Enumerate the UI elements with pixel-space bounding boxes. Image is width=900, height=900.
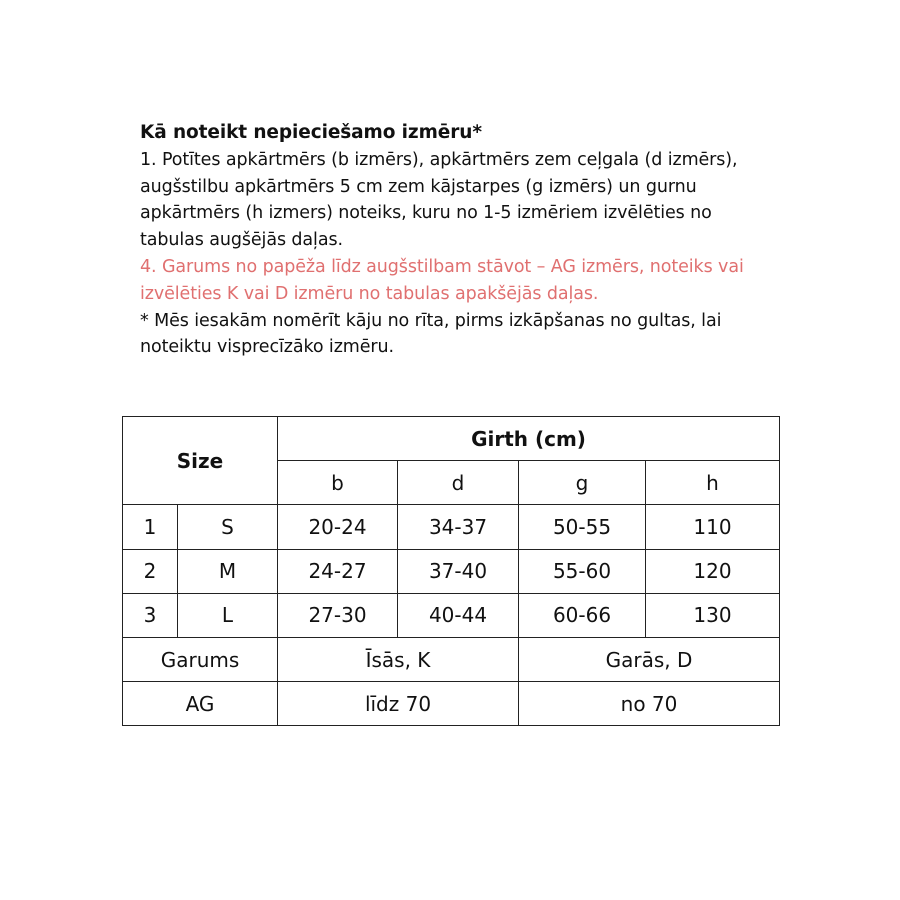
length-row	[123, 637, 780, 681]
girth-header: Girth (cm)	[278, 417, 780, 461]
cell-d: 40-44	[398, 593, 519, 637]
ag-row	[123, 682, 780, 726]
size-header: Size	[123, 417, 278, 505]
column-header-d: d	[398, 461, 519, 505]
column-header-b: b	[278, 461, 398, 505]
cell-h: 110	[646, 505, 780, 549]
row-size: S	[178, 505, 278, 549]
cell-h: 120	[646, 549, 780, 593]
column-header-h: h	[646, 461, 780, 505]
instructions-step-1: 1. Potītes apkārtmērs (b izmērs), apkārtmērs zem ceļgala (d izmērs), augšstilbu apkārtmērs 5 cm zem kājstarpes (g izmērs) un gurnu apkārtmērs (h izmers) noteiks, kuru no 1-5 izmēriem izvēlēties no tabulas augšējās daļas.	[140, 149, 738, 251]
instructions-heading: Kā noteikt nepieciešamo izmēru*	[140, 122, 482, 143]
table-header-row	[123, 417, 780, 461]
cell-g: 60-66	[519, 593, 646, 637]
row-number: 1	[123, 505, 178, 549]
instructions-step-4: 4. Garums no papēža līdz augšstilbam stāvot – AG izmērs, noteiks vai izvēlēties K vai D izmēru no tabulas apakšējās daļas.	[140, 256, 744, 304]
length-label: Garums	[123, 637, 278, 681]
instructions-note: * Mēs iesakām nomērīt kāju no rīta, pirms izkāpšanas no gultas, lai noteiktu visprecīzāko izmēru.	[140, 310, 722, 358]
cell-h: 130	[646, 593, 780, 637]
table-row	[123, 593, 780, 637]
instructions-block	[140, 120, 780, 361]
ag-long: no 70	[519, 682, 780, 726]
cell-b: 27-30	[278, 593, 398, 637]
cell-g: 55-60	[519, 549, 646, 593]
cell-d: 37-40	[398, 549, 519, 593]
table-row	[123, 505, 780, 549]
cell-b: 24-27	[278, 549, 398, 593]
ag-label: AG	[123, 682, 278, 726]
row-size: L	[178, 593, 278, 637]
row-number: 3	[123, 593, 178, 637]
cell-g: 50-55	[519, 505, 646, 549]
column-header-g: g	[519, 461, 646, 505]
row-number: 2	[123, 549, 178, 593]
size-table	[122, 416, 780, 726]
table-row	[123, 549, 780, 593]
length-long: Garās, D	[519, 637, 780, 681]
length-short: Īsās, K	[278, 637, 519, 681]
row-size: M	[178, 549, 278, 593]
cell-b: 20-24	[278, 505, 398, 549]
ag-short: līdz 70	[278, 682, 519, 726]
cell-d: 34-37	[398, 505, 519, 549]
